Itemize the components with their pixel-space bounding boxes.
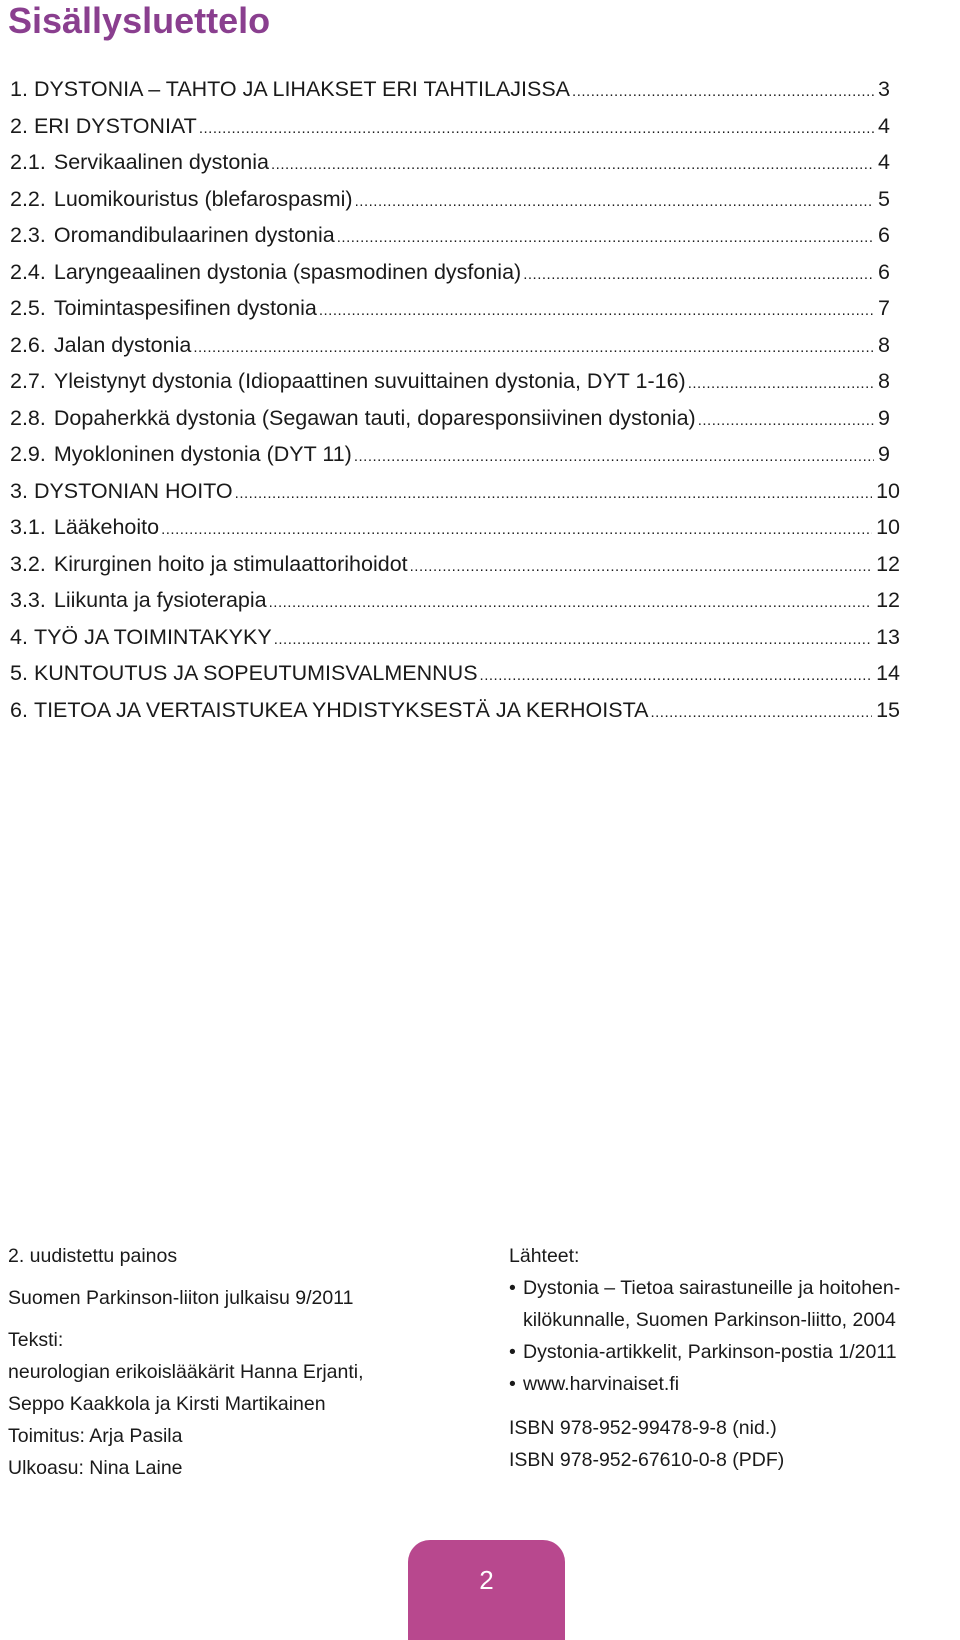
toc-entry-page: 9 [878, 442, 890, 466]
editor-text: Toimitus: Arja Pasila [8, 1425, 183, 1447]
toc-entry-number: 2.2. [10, 186, 46, 211]
toc-entry-label: TYÖ JA TOIMINTAKYKY [33, 624, 272, 649]
toc-entry-page: 6 [878, 223, 890, 247]
toc-entry-page: 13 [876, 624, 900, 649]
toc-entry-page: 3 [878, 77, 890, 101]
source-link[interactable]: • www.harvinaiset.fi [523, 1373, 680, 1395]
isbn-pdf-text: ISBN 978-952-67610-0-8 (PDF) [509, 1449, 785, 1471]
toc-entry-number: 3.1. [10, 515, 46, 539]
toc-entry[interactable] [10, 144, 914, 181]
sources-heading: Lähteet: [509, 1245, 580, 1267]
toc-entry[interactable] [10, 327, 914, 364]
toc-entry-page: 10 [876, 515, 900, 539]
table-of-contents [10, 71, 914, 728]
page-number: 2 [479, 1565, 494, 1595]
toc-dot-leader [199, 111, 874, 148]
toc-dot-leader [523, 257, 874, 294]
toc-dot-leader [688, 366, 874, 403]
toc-entry-label: ERI DYSTONIAT [33, 113, 197, 138]
toc-dot-leader [480, 658, 873, 695]
toc-entry[interactable] [10, 582, 914, 619]
toc-dot-leader [274, 622, 872, 659]
toc-entry[interactable] [10, 254, 914, 291]
toc-entry-page: 12 [876, 551, 900, 576]
page-title: Sisällysluettelo [8, 0, 271, 41]
toc-entry-label: Oromandibulaarinen dystonia [53, 223, 335, 247]
toc-dot-leader [650, 695, 872, 732]
toc-dot-leader [355, 184, 874, 221]
toc-entry[interactable] [10, 217, 914, 254]
authors-line: Seppo Kaakkola ja Kirsti Martikainen [8, 1393, 326, 1415]
toc-entry-number: 3.2. [10, 551, 46, 576]
toc-entry-number: 5. [10, 661, 28, 685]
toc-entry-label: Dopaherkkä dystonia (Segawan tauti, doparesponsiivinen dystonia) [53, 405, 696, 430]
text-heading: Teksti: [8, 1329, 64, 1351]
toc-entry-label: Lääkehoito [53, 515, 160, 539]
toc-dot-leader [269, 585, 872, 622]
toc-entry-page: 8 [878, 332, 890, 357]
toc-dot-leader [410, 549, 872, 586]
toc-entry-page: 7 [878, 296, 890, 320]
toc-entry[interactable] [10, 363, 914, 400]
toc-entry-page: 14 [876, 661, 900, 685]
publication-text: Suomen Parkinson-liiton julkaisu 9/2011 [8, 1287, 354, 1309]
toc-entry-label: KUNTOUTUS JA SOPEUTUMISVALMENNUS [33, 661, 478, 685]
toc-entry[interactable] [10, 108, 914, 145]
toc-entry-number: 2. [10, 113, 28, 138]
toc-entry[interactable] [10, 655, 914, 692]
toc-entry[interactable] [10, 619, 914, 656]
page-number-tab [408, 1540, 565, 1640]
toc-entry[interactable] [10, 692, 914, 729]
toc-entry[interactable] [10, 181, 914, 218]
toc-entry-page: 9 [878, 405, 890, 430]
source-line: • Dystonia – Tietoa sairastuneille ja hoitohen- [523, 1277, 901, 1299]
sources-block [509, 1240, 959, 1476]
toc-dot-leader [235, 476, 872, 513]
toc-entry-number: 3. [10, 478, 28, 503]
toc-entry-label: Luomikouristus (blefarospasmi) [53, 186, 353, 211]
toc-entry-number: 2.4. [10, 259, 46, 284]
list-item [509, 1272, 959, 1336]
source-line: kilökunnalle, Suomen Parkinson-liitto, 2004 [523, 1309, 896, 1331]
toc-entry-number: 2.6. [10, 332, 46, 357]
toc-dot-leader [572, 74, 874, 111]
toc-entry-label: Liikunta ja fysioterapia [53, 588, 267, 612]
layout-credit-text: Ulkoasu: Nina Laine [8, 1457, 183, 1479]
toc-entry-page: 6 [878, 259, 890, 284]
toc-dot-leader [354, 439, 874, 476]
toc-entry-number: 2.1. [10, 150, 46, 174]
toc-dot-leader [337, 220, 874, 257]
toc-dot-leader [698, 403, 874, 440]
toc-entry-label: DYSTONIAN HOITO [33, 478, 233, 503]
toc-entry[interactable] [10, 290, 914, 327]
toc-entry-label: Kirurginen hoito ja stimulaattorihoidot [53, 551, 408, 576]
toc-entry-page: 15 [876, 697, 900, 722]
toc-entry-page: 4 [878, 150, 890, 174]
authors-line: neurologian erikoislääkärit Hanna Erjanti, [8, 1361, 364, 1383]
toc-entry-label: Yleistynyt dystonia (Idiopaattinen suvuittainen dystonia, DYT 1-16) [53, 369, 686, 393]
isbn-print-text: ISBN 978-952-99478-9-8 (nid.) [509, 1417, 777, 1439]
toc-entry-number: 2.9. [10, 442, 46, 466]
toc-entry-page: 4 [878, 113, 890, 138]
toc-entry[interactable] [10, 400, 914, 437]
toc-entry-label: DYSTONIA – TAHTO JA LIHAKSET ERI TAHTILAJISSA [33, 77, 571, 101]
toc-entry-label: Toimintaspesifinen dystonia [53, 296, 317, 320]
toc-entry-number: 2.7. [10, 369, 46, 393]
toc-entry-page: 12 [876, 588, 900, 612]
toc-entry[interactable] [10, 546, 914, 583]
toc-dot-leader [161, 512, 872, 549]
sources-list [509, 1272, 959, 1400]
source-line: • Dystonia-artikkelit, Parkinson-postia 1/2011 [523, 1341, 897, 1363]
toc-entry[interactable] [10, 71, 914, 108]
toc-entry-label: TIETOA JA VERTAISTUKEA YHDISTYKSESTÄ JA KERHOISTA [33, 697, 649, 722]
toc-entry-number: 3.3. [10, 588, 46, 612]
toc-entry-label: Jalan dystonia [53, 332, 192, 357]
toc-entry-label: Servikaalinen dystonia [53, 150, 270, 174]
toc-entry-number: 1. [10, 77, 28, 101]
toc-entry[interactable] [10, 509, 914, 546]
toc-entry-number: 2.8. [10, 405, 46, 430]
colophon [8, 1240, 478, 1484]
toc-entry-number: 4. [10, 624, 28, 649]
toc-entry-page: 10 [876, 478, 900, 503]
edition-text: 2. uudistettu painos [8, 1245, 178, 1267]
toc-entry-page: 5 [878, 186, 890, 211]
toc-entry-label: Myokloninen dystonia (DYT 11) [53, 442, 352, 466]
toc-entry[interactable] [10, 473, 914, 510]
list-item [509, 1336, 959, 1368]
toc-entry-page: 8 [878, 369, 890, 393]
toc-entry-number: 2.3. [10, 223, 46, 247]
toc-entry-number: 2.5. [10, 296, 46, 320]
toc-entry-number: 6. [10, 697, 28, 722]
list-item[interactable] [509, 1368, 959, 1400]
toc-dot-leader [319, 293, 874, 330]
toc-entry[interactable] [10, 436, 914, 473]
toc-entry-label: Laryngeaalinen dystonia (spasmodinen dysfonia) [53, 259, 522, 284]
toc-dot-leader [193, 330, 874, 367]
toc-dot-leader [271, 147, 874, 184]
